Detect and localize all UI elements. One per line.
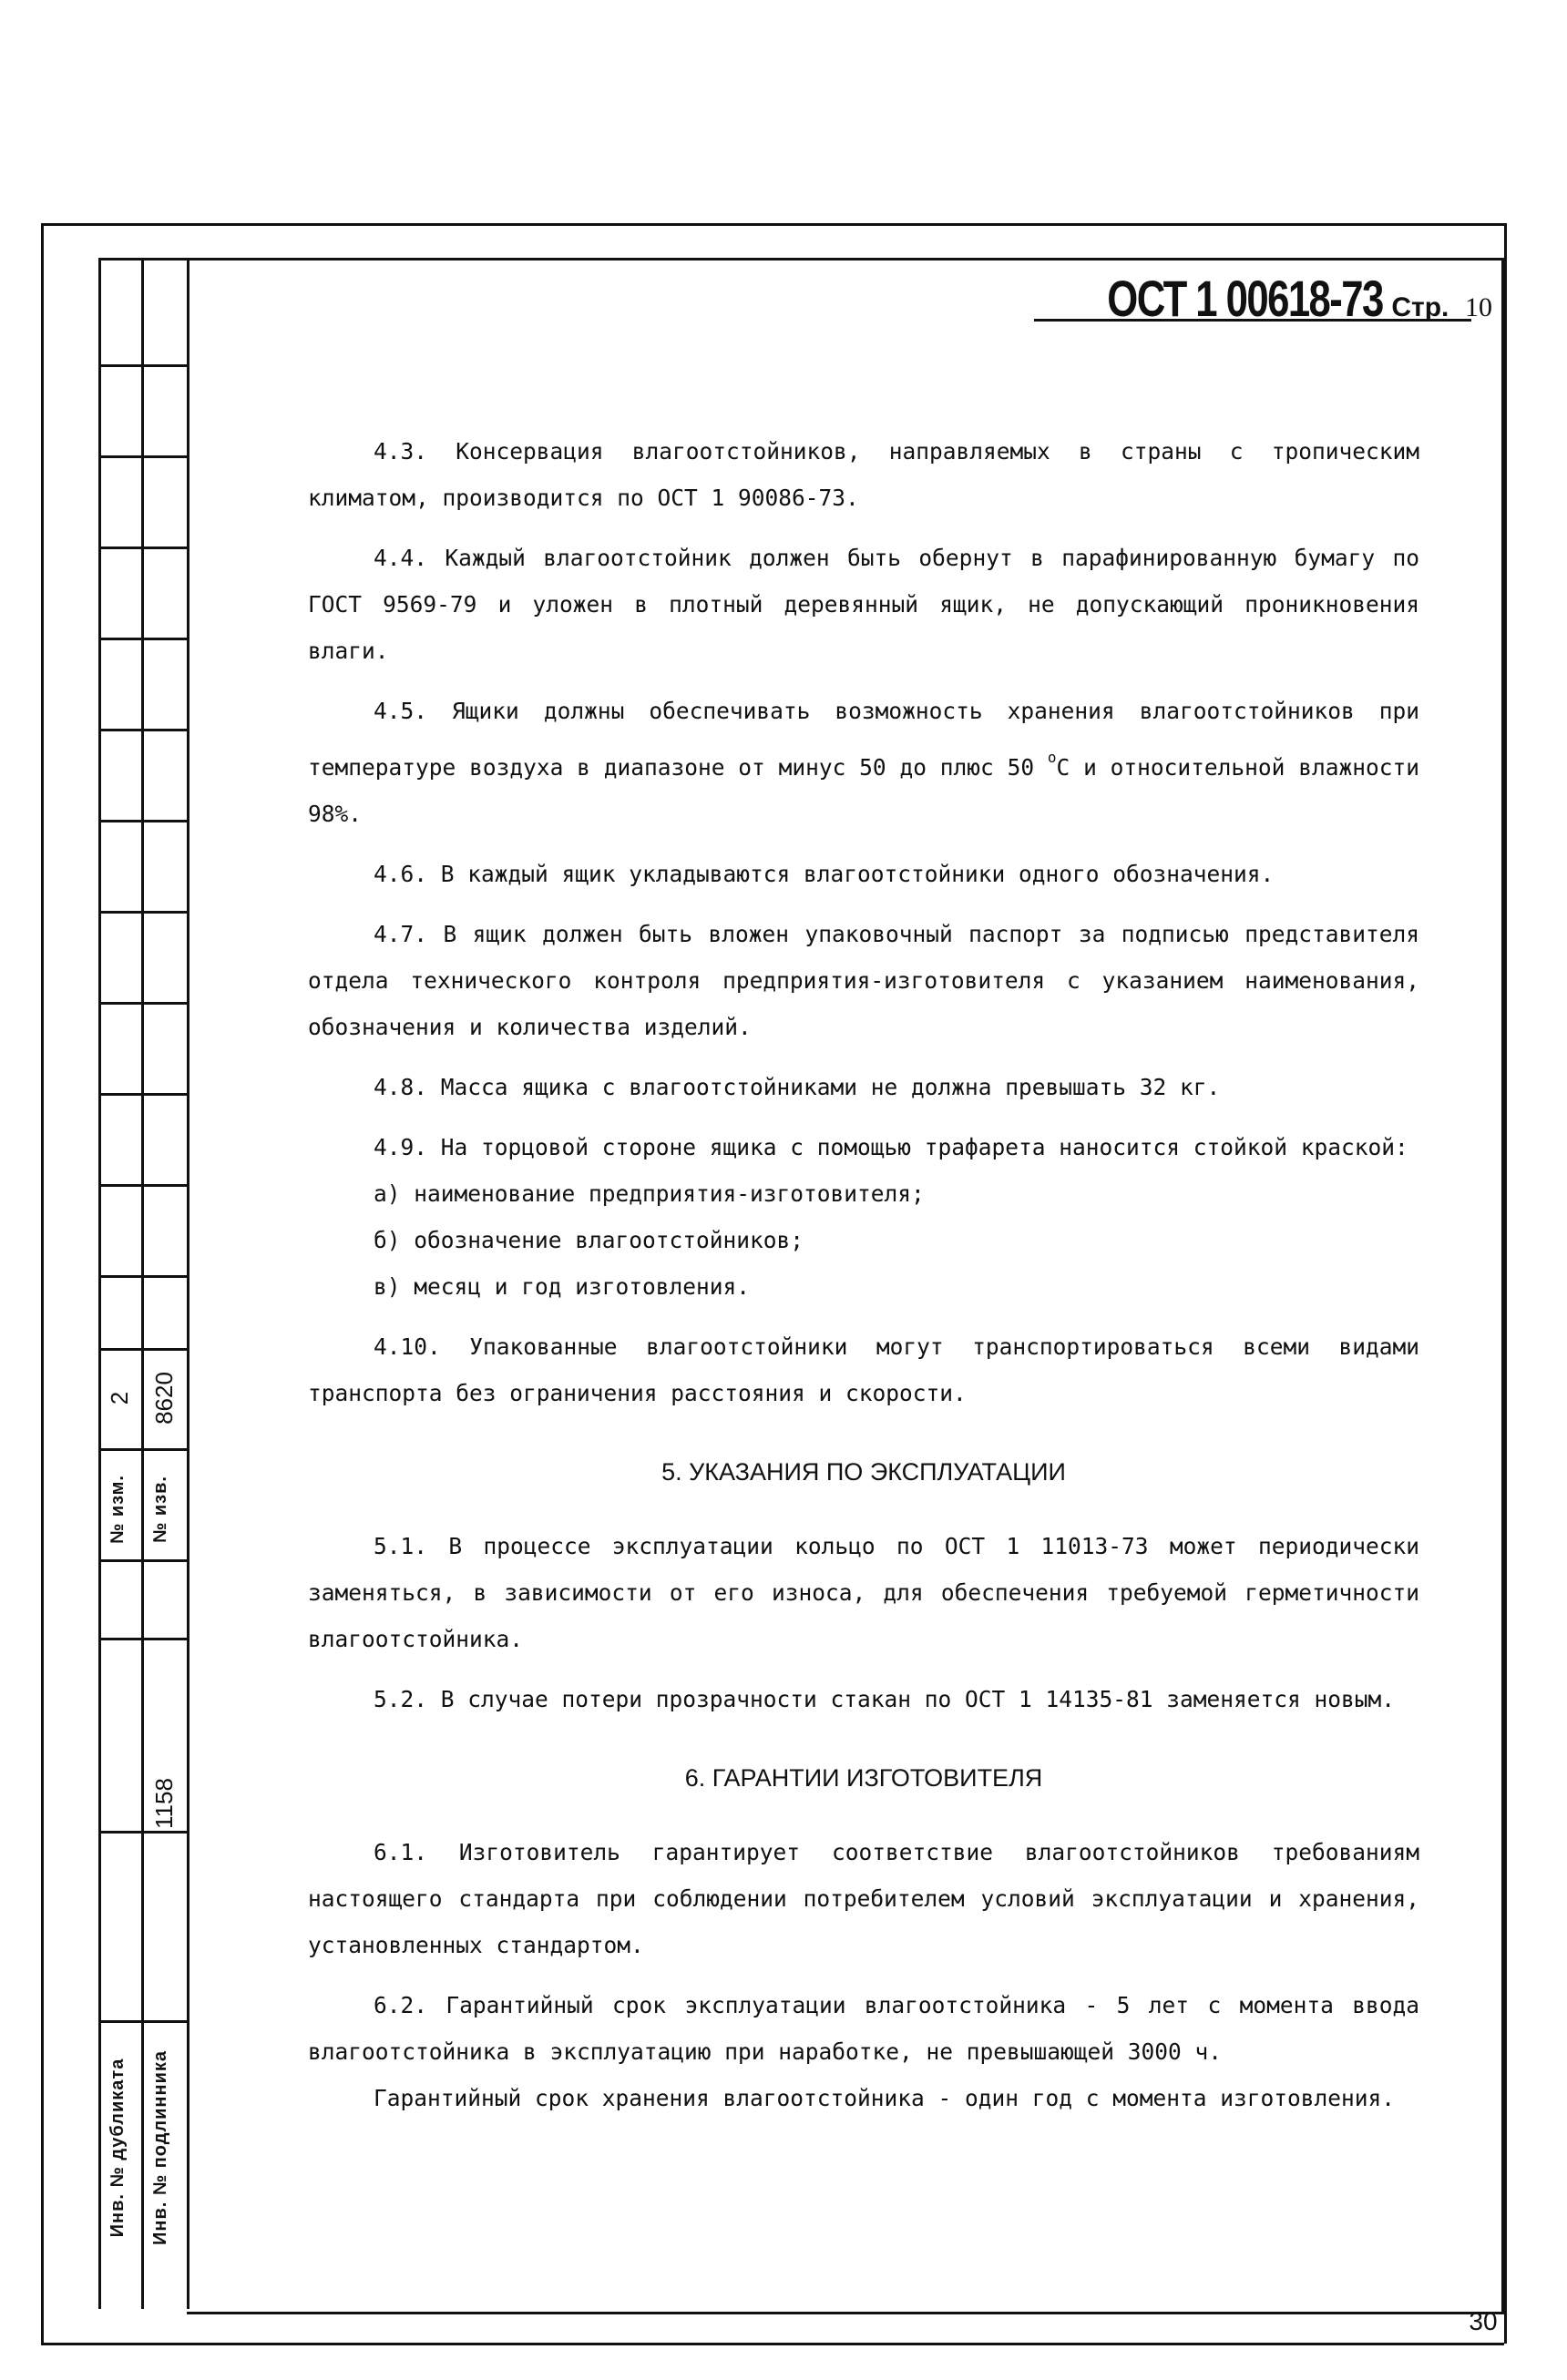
margin-rule (98, 911, 189, 914)
margin-rule (98, 820, 189, 822)
list-item: в) месяц и год изготовления. (374, 1273, 751, 1300)
paragraph-4-5 (308, 688, 1419, 837)
margin-rule (98, 729, 189, 731)
margin-rule (98, 364, 189, 367)
margin-rule (98, 638, 189, 640)
change-number-label: № изм. (108, 1475, 128, 1544)
original-inventory-label: Инв. № подлинника (150, 2049, 170, 2246)
notice-number-value: 8620 (150, 1372, 178, 1425)
margin-rule (98, 1448, 189, 1451)
margin-rule (98, 1184, 189, 1187)
margin-rule (98, 2020, 189, 2023)
paragraph-6-2: 6.2. Гарантийный срок эксплуатации влагоотстойника - 5 лет с момента ввода влагоотстойника в эксплуатацию при наработке, не превышающей 3000 ч. (308, 1992, 1419, 2065)
margin-rule (98, 1275, 189, 1278)
document-header (1029, 269, 1493, 327)
margin-rule (98, 1093, 189, 1096)
margin-column-left (98, 258, 101, 2309)
margin-rule (98, 1348, 189, 1351)
margin-rule (98, 1002, 189, 1005)
bottom-rule (41, 2343, 1504, 2345)
paragraph-4-9: 4.9. На торцовой стороне ящика с помощью трафарета наносится стойкой краской: (374, 1134, 1408, 1160)
margin-column-middle (141, 258, 144, 2309)
section-5-heading: 5. УКАЗАНИЯ ПО ЭКСПЛУАТАЦИИ (661, 1458, 1066, 1486)
paragraph-4-8: 4.8. Масса ящика с влагоотстойниками не должна превышать 32 кг. (374, 1074, 1221, 1100)
section-6-heading: 6. ГАРАНТИИ ИЗГОТОВИТЕЛЯ (684, 1764, 1043, 1792)
paragraph-6-1: 6.1. Изготовитель гарантирует соответствие влагоотстойников требованиям настоящего стандарта при соблюдении потребителем условий эксплуатации и хранения, установленных стандартом. (308, 1839, 1419, 1958)
paragraph-4-3: 4.3. Консервация влагоотстойников, направляемых в страны с тропическим климатом, производится по ОСТ 1 90086-73. (308, 438, 1419, 511)
degree-sign: о (1047, 749, 1057, 766)
margin-rule (98, 455, 189, 458)
paragraph-4-6: 4.6. В каждый ящик укладываются влагоотстойники одного обозначения. (374, 861, 1275, 887)
document-code: ОСТ 1 00618-73 (1107, 270, 1383, 327)
list-item: а) наименование предприятия-изготовителя; (374, 1180, 925, 1207)
margin-rule (98, 546, 189, 549)
duplicate-inventory-label: Инв. № дубликата (108, 2058, 128, 2238)
paragraph-4-7: 4.7. В ящик должен быть вложен упаковочный паспорт за подписью представителя отдела технического контроля предприятия-изготовителя с указанием наименования, обозначения и количества изделий. (308, 921, 1419, 1040)
sheet-number: 30 (1469, 2307, 1498, 2335)
margin-column-right (187, 258, 189, 2309)
document-body (308, 428, 1419, 2121)
paragraph-5-2: 5.2. В случае потери прозрачности стакан по ОСТ 1 14135-81 заменяется новым. (374, 1686, 1396, 1712)
change-number-value: 2 (106, 1391, 133, 1405)
margin-rule (98, 258, 189, 260)
notice-number-label: № изв. (150, 1476, 170, 1543)
paragraph-4-5-part-2: С и относительной влажности 98%. (308, 754, 1419, 827)
paragraph-5-1: 5.1. В процессе эксплуатации кольцо по ОСТ 1 11013-73 может периодически заменяться, в зависимости от его износа, для обеспечения требуемой герметичности влагоотстойника. (308, 1533, 1419, 1652)
header-underline (1034, 319, 1471, 322)
page-number: 10 (1465, 292, 1493, 322)
paragraph-4-4: 4.4. Каждый влагоотстойник должен быть обернут в парафинированную бумагу по ГОСТ 9569-79 и уложен в плотный деревянный ящик, не допускающий проникновения влаги. (308, 545, 1419, 664)
margin-rule (98, 1638, 189, 1640)
paragraph-6-2-storage: Гарантийный срок хранения влагоотстойника - один год с момента изготовления. (374, 2085, 1396, 2111)
page-label: Стр. (1391, 292, 1449, 322)
paragraph-4-10: 4.10. Упакованные влагоотстойники могут транспортироваться всеми видами транспорта без ограничения расстояния и скорости. (308, 1333, 1419, 1406)
original-inventory-value: 1158 (150, 1778, 178, 1829)
list-item: б) обозначение влагоотстойников; (374, 1227, 804, 1253)
paragraph-4-5-part-1: 4.5. Ящики должны обеспечивать возможность хранения влагоотстойников при температуре воздуха в диапазоне от минус 50 до плюс 50 (308, 698, 1419, 781)
